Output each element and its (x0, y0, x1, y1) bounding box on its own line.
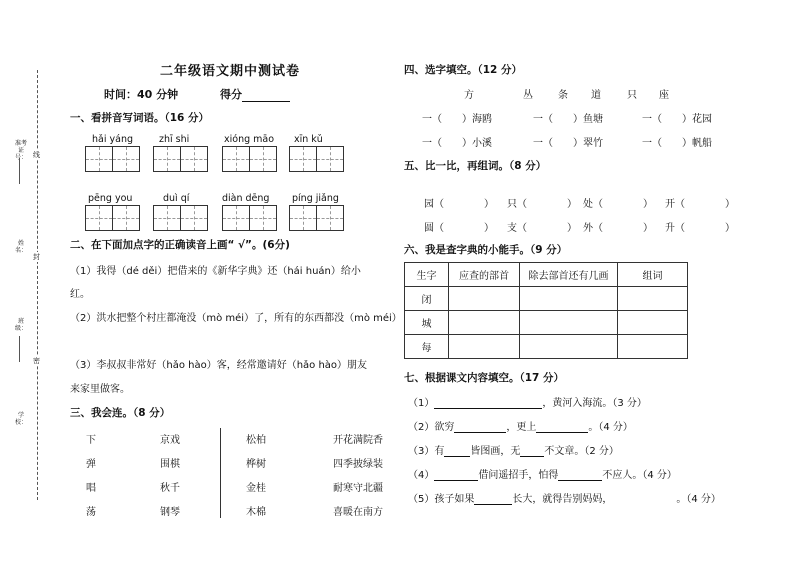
choice-2: 丛 (523, 90, 533, 101)
recite-q4-mid: 借问遥招手，怕得 (478, 470, 559, 481)
match-col2-4[interactable]: 钢琴 (160, 507, 180, 518)
recite-q5-suffix: 。（4 分） (676, 494, 721, 505)
strokes-cell[interactable] (520, 287, 618, 311)
match-col3-3[interactable]: 金桂 (246, 483, 266, 494)
recite-q4-suffix: 不应人。（4 分） (602, 470, 677, 481)
choice-1: 方 (464, 90, 474, 101)
section2-q2: （2）洪水把整个村庄都淹没（mò méi）了，所有的东西都没（mò méi） (70, 313, 402, 324)
section4-heading: 四、选字填空。（12 分） (404, 64, 523, 76)
writing-grid-2[interactable] (153, 146, 208, 172)
recite-q1-prefix: （1） (408, 398, 435, 409)
table-row (405, 311, 688, 335)
strokes-cell[interactable] (520, 335, 618, 359)
choice-6: 座 (659, 90, 669, 101)
section2-heading: 二、在下面加点字的正确读音上画“ √”。(6分) (70, 239, 290, 251)
words-cell[interactable] (618, 335, 688, 359)
strokes-cell[interactable] (520, 311, 618, 335)
writing-grid-4[interactable] (289, 146, 344, 172)
score-field (220, 86, 290, 102)
recite-q2-suffix: 。（4 分） (588, 422, 633, 433)
fill-6[interactable]: 一（ ）帆船 (642, 138, 712, 149)
section3-heading: 三、我会连。（8 分） (70, 407, 171, 419)
recite-q3-blank2[interactable] (520, 445, 544, 457)
binding-mark-line: 线 (33, 151, 40, 159)
radical-cell[interactable] (449, 335, 520, 359)
recite-q4 (408, 466, 677, 481)
row-character: 城 (405, 311, 449, 335)
recite-q1-blank[interactable] (434, 397, 542, 409)
fill-4[interactable]: 一（ ）小溪 (422, 138, 492, 149)
section5-heading: 五、比一比，再组词。（8 分） (404, 160, 547, 172)
row-character: 闭 (405, 287, 449, 311)
fill-5[interactable]: 一（ ）翠竹 (533, 138, 603, 149)
recite-q5-mid: 长大，就得告别妈妈， (512, 494, 613, 505)
binding-mark-seal: 封 (33, 253, 40, 261)
match-col1-3[interactable]: 唱 (86, 483, 96, 494)
writing-grid-8[interactable] (289, 205, 344, 231)
dictionary-table (404, 262, 688, 359)
match-col2-3[interactable]: 秋千 (160, 483, 180, 494)
recite-q5-blank2[interactable] (612, 494, 676, 505)
recite-q3 (408, 442, 619, 457)
recite-q4-blank1[interactable] (434, 469, 478, 481)
match-divider (220, 428, 221, 518)
compare-1[interactable]: 园（ ） (424, 199, 494, 210)
page-title: 二年级语文期中测试卷 (160, 64, 301, 79)
compare-2[interactable]: 只（ ） (507, 199, 577, 210)
section2-q1-line1: （1）我得（dé děi）把借来的《新华字典》还（hái huán）给小 (70, 266, 361, 277)
match-col4-2[interactable]: 四季披绿装 (333, 459, 383, 470)
header-words: 组词 (618, 263, 688, 287)
name-label: 姓名： (14, 240, 27, 254)
choice-4: 道 (591, 90, 601, 101)
recite-q4-blank2[interactable] (558, 469, 602, 481)
pinyin-4: xīn kǔ (294, 134, 323, 145)
recite-q2-blank1[interactable] (454, 421, 506, 433)
section2-q1-line2: 红。 (70, 289, 90, 300)
match-col3-1[interactable]: 松柏 (246, 435, 266, 446)
radical-cell[interactable] (449, 287, 520, 311)
section1-heading: 一、看拼音写词语。（16 分） (70, 112, 210, 124)
pinyin-2: zhī shi (159, 134, 190, 145)
writing-grid-6[interactable] (153, 205, 208, 231)
recite-q3-prefix: （3）有 (408, 446, 445, 457)
exam-number-label: 准考证号： (14, 140, 27, 161)
writing-grid-5[interactable] (85, 205, 140, 231)
score-label: 得分 (220, 88, 242, 101)
section2-q3-line1: （3）李叔叔非常好（hǎo hào）客，经常邀请好（hǎo hào）朋友 (70, 360, 368, 371)
class-blank (19, 336, 20, 362)
table-row (405, 335, 688, 359)
match-col4-4[interactable]: 喜暖在南方 (333, 507, 383, 518)
match-col2-1[interactable]: 京戏 (160, 435, 180, 446)
recite-q1-suffix: ，黄河入海流。（3 分） (542, 398, 647, 409)
compare-5[interactable]: 圆（ ） (424, 223, 494, 234)
compare-4[interactable]: 开（ ） (665, 199, 735, 210)
recite-q5-blank1[interactable] (474, 493, 512, 505)
pinyin-8: píng jiǎng (292, 193, 339, 204)
recite-q2 (408, 418, 633, 433)
writing-grid-7[interactable] (222, 205, 277, 231)
recite-q3-blank1[interactable] (444, 445, 470, 457)
table-row (405, 287, 688, 311)
time-label: 时间：40 分钟 (104, 88, 179, 101)
pinyin-6: duì qí (163, 193, 190, 204)
school-label: 学校： (14, 412, 27, 426)
recite-q2-prefix: （2）欲穷 (408, 422, 455, 433)
recite-q5-prefix: （5）孩子如果 (408, 494, 475, 505)
choice-5: 只 (627, 90, 637, 101)
radical-cell[interactable] (449, 311, 520, 335)
words-cell[interactable] (618, 287, 688, 311)
header-radical: 应查的部首 (449, 263, 520, 287)
compare-6[interactable]: 支（ ） (507, 223, 577, 234)
match-col1-4[interactable]: 荡 (86, 507, 96, 518)
recite-q5 (408, 490, 721, 505)
compare-3[interactable]: 处（ ） (583, 199, 653, 210)
section7-heading: 七、根据课文内容填空。（17 分） (404, 372, 565, 384)
recite-q1 (408, 394, 647, 409)
score-blank (242, 91, 290, 102)
choice-3: 条 (558, 90, 568, 101)
pinyin-7: diàn dēng (222, 193, 270, 204)
pinyin-3: xióng māo (224, 134, 275, 145)
writing-grid-1[interactable] (85, 146, 140, 172)
match-col1-2[interactable]: 弹 (86, 459, 96, 470)
section6-heading: 六、我是查字典的小能手。（9 分） (404, 244, 568, 256)
match-col3-4[interactable]: 木棉 (246, 507, 266, 518)
match-col1-1[interactable]: 下 (86, 435, 96, 446)
recite-q3-mid1: 皆图画，无 (470, 446, 521, 457)
section2-q3-line2: 来家里做客。 (70, 384, 130, 395)
pinyin-1: hǎi yáng (92, 134, 133, 145)
writing-grid-3[interactable] (222, 146, 277, 172)
class-label: 班级： (14, 318, 27, 332)
recite-q3-mid2: 不文章。（2 分） (544, 446, 619, 457)
recite-q2-mid: ，更上 (506, 422, 537, 433)
header-strokes: 除去部首还有几画 (520, 263, 618, 287)
fill-3[interactable]: 一（ ）花园 (642, 114, 712, 125)
fill-2[interactable]: 一（ ）鱼塘 (533, 114, 603, 125)
binding-cut-line (37, 70, 38, 500)
recite-q4-prefix: （4） (408, 470, 435, 481)
compare-8[interactable]: 升（ ） (665, 223, 735, 234)
match-col3-2[interactable]: 桦树 (246, 459, 266, 470)
words-cell[interactable] (618, 311, 688, 335)
recite-q2-blank2[interactable] (536, 421, 588, 433)
binding-mark-secret: 密 (33, 357, 40, 365)
row-character: 每 (405, 335, 449, 359)
compare-7[interactable]: 外（ ） (583, 223, 653, 234)
pinyin-5: pēng you (88, 193, 133, 204)
exam-number-blank (19, 158, 20, 184)
match-col4-3[interactable]: 耐寒守北疆 (333, 483, 383, 494)
match-col4-1[interactable]: 开花满院香 (333, 435, 383, 446)
fill-1[interactable]: 一（ ）海鸥 (422, 114, 492, 125)
header-character: 生字 (405, 263, 449, 287)
match-col2-2[interactable]: 围棋 (160, 459, 180, 470)
